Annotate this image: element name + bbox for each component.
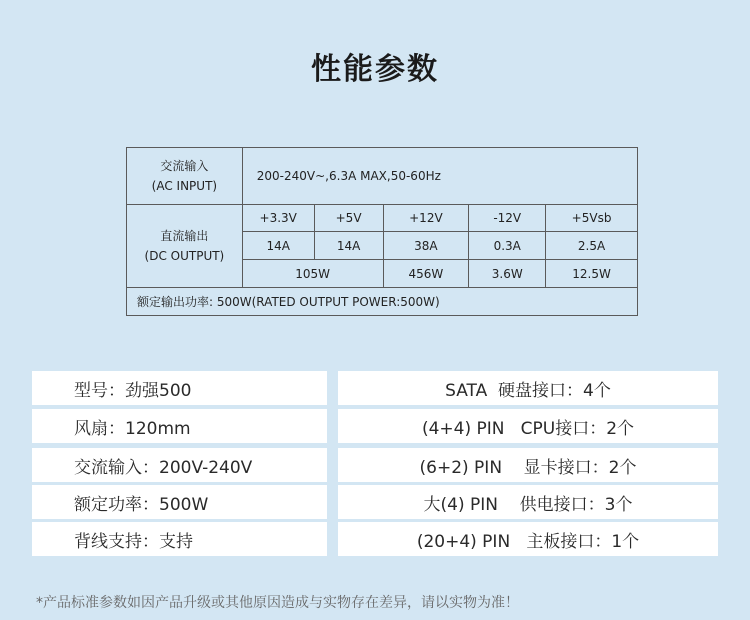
rail-power: 12.5W: [546, 260, 638, 288]
dc-label-en: (DC OUTPUT): [144, 249, 225, 263]
ac-label-cn: 交流输入: [160, 159, 209, 173]
rail-current: 2.5A: [546, 232, 638, 260]
ac-input-value: 200-240V~,6.3A MAX,50-60Hz: [242, 148, 637, 205]
rail-current: 0.3A: [469, 232, 546, 260]
model-row: 型号：劲强500: [32, 371, 327, 405]
rail-power: 105W: [242, 260, 383, 288]
gpu-connector-row: (6+2) PIN 显卡接口：2个: [338, 448, 718, 482]
rail-voltage-row: [127, 205, 638, 232]
page-title: 性能参数: [311, 52, 439, 87]
dc-output-label: [127, 205, 243, 288]
ac-input-row-box: 交流输入：200V-240V: [32, 448, 327, 482]
ac-input-label: [127, 148, 243, 205]
molex-connector-row: 大(4) PIN 供电接口：3个: [338, 485, 718, 519]
spec-table: [126, 147, 638, 316]
rail-voltage: +5V: [314, 205, 383, 232]
rail-current: 38A: [383, 232, 469, 260]
footnote: *产品标准参数如因产品升级或其他原因造成与实物存在差异，请以实物为准！: [36, 595, 519, 611]
rail-voltage: +3.3V: [242, 205, 314, 232]
cpu-connector-row: (4+4) PIN CPU接口：2个: [338, 409, 718, 443]
dc-label-cn: 直流输出: [160, 229, 209, 243]
motherboard-connector-row: (20+4) PIN 主板接口：1个: [338, 522, 718, 556]
rated-power-row: [127, 288, 638, 316]
fan-row: 风扇：120mm: [32, 409, 327, 443]
sata-connector-row: SATA 硬盘接口：4个: [338, 371, 718, 405]
rail-power: 3.6W: [469, 260, 546, 288]
rail-voltage: +12V: [383, 205, 469, 232]
back-cable-row: 背线支持：支持: [32, 522, 327, 556]
rail-current: 14A: [242, 232, 314, 260]
rail-voltage: +5Vsb: [546, 205, 638, 232]
ac-input-row: [127, 148, 638, 205]
rail-voltage: -12V: [469, 205, 546, 232]
rated-power-row-box: 额定功率：500W: [32, 485, 327, 519]
rail-power: 456W: [383, 260, 469, 288]
rail-current: 14A: [314, 232, 383, 260]
ac-label-en: (AC INPUT): [151, 179, 218, 193]
rated-power-note: 额定输出功率: 500W(RATED OUTPUT POWER:500W): [127, 288, 638, 316]
